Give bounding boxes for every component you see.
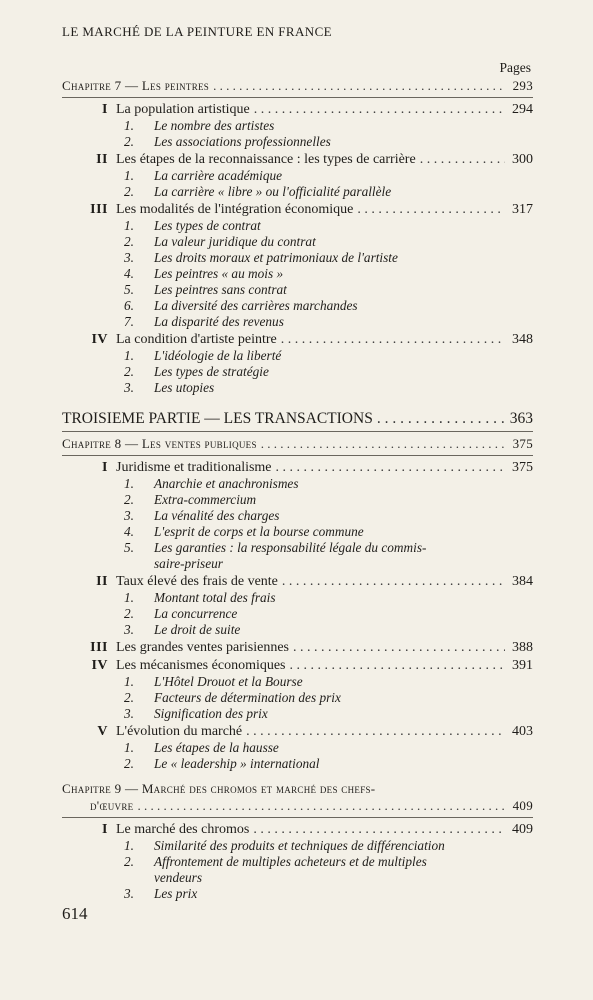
subsection-title: Anarchie et anachronismes (154, 476, 299, 491)
section-numeral: III (90, 640, 108, 655)
section-numeral: I (102, 460, 108, 475)
dot-leader (290, 658, 505, 674)
section-title: Taux élevé des frais de vente (116, 574, 278, 589)
toc-subsection (62, 838, 533, 854)
toc-section (62, 460, 533, 476)
page-number: 293 (512, 78, 533, 93)
subsection-title: L'esprit de corps et la bourse commune (154, 524, 364, 539)
toc-subsection (62, 476, 533, 492)
subsection-number: 1. (124, 218, 134, 233)
toc-subsection (62, 348, 533, 364)
toc-section (62, 574, 533, 590)
subsection-title: Les peintres sans contrat (154, 282, 287, 297)
subsection-title: La carrière « libre » ou l'officialité parallèle (154, 184, 392, 199)
toc-subsection (62, 690, 533, 706)
subsection-number: 3. (124, 250, 134, 265)
subsection-number: 3. (124, 508, 134, 523)
subsection-title: L'idéologie de la liberté (154, 348, 282, 363)
page-number: 388 (512, 640, 533, 655)
subsection-number: 1. (124, 590, 134, 605)
subsection-number: 6. (124, 298, 134, 313)
dot-leader (254, 102, 505, 118)
page-number: 403 (512, 724, 533, 739)
chapter-8-sections (62, 460, 533, 772)
dot-leader (293, 640, 505, 656)
toc-subsection (62, 168, 533, 184)
part-title: TROISIEME PARTIE — LES TRANSACTIONS (62, 410, 373, 427)
dot-leader (357, 202, 505, 218)
subsection-title: Le droit de suite (154, 622, 241, 637)
section-title: Les modalités de l'intégration économique (116, 202, 354, 217)
subsection-title: La carrière académique (154, 168, 283, 183)
page-number: 409 (512, 822, 533, 837)
subsection-number: 2. (124, 606, 134, 621)
page-number: 375 (512, 460, 533, 475)
chapter-title-line-1: Chapitre 9 — Marché des chromos et marché des chefs- (62, 781, 376, 796)
page-number: 300 (512, 152, 533, 167)
dot-leader (420, 152, 505, 168)
section-numeral: I (102, 102, 108, 117)
subsection-number: 2. (124, 756, 134, 771)
page-folio: 614 (62, 904, 88, 923)
subsection-number: 1. (124, 674, 134, 689)
toc-subsection (62, 118, 533, 134)
subsection-title: Les prix (154, 886, 198, 901)
subsection-title: Les peintres « au mois » (154, 266, 284, 281)
subsection-number: 3. (124, 886, 134, 901)
subsection-number: 1. (124, 118, 134, 133)
subsection-title: Signification des prix (154, 706, 268, 721)
chapter-9-heading (62, 780, 533, 814)
subsection-title: Les étapes de la hausse (154, 740, 279, 755)
subsection-title-continued: saire-priseur (154, 556, 223, 571)
toc-subsection (62, 606, 533, 622)
toc-section (62, 332, 533, 348)
subsection-number: 2. (124, 492, 134, 507)
chapter-title-line-2: d'œuvre (90, 798, 134, 813)
chapter-7-sections (62, 102, 533, 396)
toc-subsection (62, 886, 533, 902)
pages-column-label: Pages (499, 60, 531, 75)
subsection-title: Les associations professionnelles (154, 134, 331, 149)
divider (62, 455, 533, 456)
toc-section (62, 152, 533, 168)
subsection-number: 2. (124, 134, 134, 149)
running-head: LE MARCHÉ DE LA PEINTURE EN FRANCE (62, 24, 332, 39)
chapter-7-heading (62, 78, 533, 94)
divider (62, 431, 533, 432)
subsection-number: 4. (124, 266, 134, 281)
page-number: 409 (512, 798, 533, 813)
toc-subsection (62, 184, 533, 200)
toc-subsection (62, 234, 533, 250)
subsection-title: Le « leadership » international (154, 756, 320, 771)
section-numeral: II (96, 152, 108, 167)
toc-subsection (62, 314, 533, 330)
toc-section (62, 724, 533, 740)
page-number: 391 (512, 658, 533, 673)
toc-subsection (62, 266, 533, 282)
page-number: 317 (512, 202, 533, 217)
subsection-title: La diversité des carrières marchandes (154, 298, 358, 313)
subsection-number: 1. (124, 168, 134, 183)
section-title: Juridisme et traditionalisme (116, 460, 272, 475)
chapter-9-sections (62, 822, 533, 902)
toc-section (62, 658, 533, 674)
section-title: Les mécanismes économiques (116, 658, 286, 673)
toc-subsection (62, 298, 533, 314)
toc-subsection (62, 380, 533, 396)
divider (62, 817, 533, 818)
subsection-number: 4. (124, 524, 134, 539)
section-numeral: IV (91, 658, 108, 673)
toc-subsection (62, 492, 533, 508)
toc-subsection (62, 756, 533, 772)
subsection-number: 7. (124, 314, 134, 329)
toc-section (62, 822, 533, 838)
subsection-number: 1. (124, 740, 134, 755)
subsection-title: Les droits moraux et patrimoniaux de l'artiste (154, 250, 398, 265)
subsection-number: 3. (124, 706, 134, 721)
section-numeral: V (97, 724, 108, 739)
subsection-title: Montant total des frais (154, 590, 276, 605)
section-title: Les grandes ventes parisiennes (116, 640, 289, 655)
toc-subsection (62, 590, 533, 606)
section-title: L'évolution du marché (116, 724, 243, 739)
dot-leader (253, 822, 505, 838)
subsection-number: 5. (124, 540, 134, 555)
subsection-title: Les utopies (154, 380, 215, 395)
dot-leader (281, 332, 505, 348)
section-title: Les étapes de la reconnaissance : les types de carrière (116, 152, 416, 167)
subsection-number: 2. (124, 364, 134, 379)
chapter-8-heading (62, 436, 533, 452)
subsection-title: Le nombre des artistes (154, 118, 275, 133)
subsection-title: La disparité des revenus (154, 314, 284, 329)
toc-subsection (62, 854, 533, 886)
chapter-title: Chapitre 7 — Les peintres (62, 78, 210, 93)
subsection-title: Les garanties : la responsabilité légale du commis- (154, 540, 427, 555)
toc-subsection (62, 622, 533, 638)
toc-subsection (62, 540, 533, 572)
table-of-contents (62, 78, 533, 902)
toc-section (62, 640, 533, 656)
subsection-title: Affrontement de multiples acheteurs et de multiples (154, 854, 427, 869)
section-title: La condition d'artiste peintre (116, 332, 277, 347)
subsection-number: 2. (124, 690, 134, 705)
subsection-number: 2. (124, 854, 134, 869)
page-number: 348 (512, 332, 533, 347)
subsection-title: La concurrence (154, 606, 238, 621)
subsection-title: Les types de stratégie (154, 364, 269, 379)
subsection-title: Les types de contrat (154, 218, 261, 233)
page-number: 375 (512, 436, 533, 451)
toc-subsection (62, 674, 533, 690)
subsection-title: La valeur juridique du contrat (154, 234, 316, 249)
dot-leader (282, 574, 505, 590)
subsection-title: L'Hôtel Drouot et la Bourse (154, 674, 303, 689)
page-number: 384 (512, 574, 533, 589)
part-3-heading (62, 410, 533, 428)
subsection-title: Facteurs de détermination des prix (154, 690, 341, 705)
toc-subsection (62, 364, 533, 380)
subsection-number: 2. (124, 184, 134, 199)
toc-subsection (62, 282, 533, 298)
subsection-title: La vénalité des charges (154, 508, 280, 523)
subsection-number: 2. (124, 234, 134, 249)
toc-subsection (62, 134, 533, 150)
toc-subsection (62, 250, 533, 266)
page-number: 294 (512, 102, 533, 117)
toc-subsection (62, 706, 533, 722)
subsection-title: Extra-commercium (154, 492, 257, 507)
section-numeral: I (102, 822, 108, 837)
subsection-number: 5. (124, 282, 134, 297)
toc-subsection (62, 524, 533, 540)
section-numeral: III (90, 202, 108, 217)
section-title: Le marché des chromos (116, 822, 250, 837)
toc-section (62, 202, 533, 218)
subsection-number: 3. (124, 622, 134, 637)
toc-subsection (62, 740, 533, 756)
section-numeral: IV (91, 332, 108, 347)
subsection-title: Similarité des produits et techniques de différenciation (154, 838, 445, 853)
dot-leader (246, 724, 505, 740)
toc-section (62, 102, 533, 118)
subsection-title-continued: vendeurs (154, 870, 202, 885)
page-number: 363 (509, 410, 533, 427)
subsection-number: 3. (124, 380, 134, 395)
subsection-number: 1. (124, 838, 134, 853)
dot-leader (276, 460, 505, 476)
subsection-number: 1. (124, 476, 134, 491)
chapter-title: Chapitre 8 — Les ventes publiques (62, 436, 257, 451)
subsection-number: 1. (124, 348, 134, 363)
section-title: La population artistique (116, 102, 250, 117)
divider (62, 97, 533, 98)
section-numeral: II (96, 574, 108, 589)
toc-subsection (62, 508, 533, 524)
toc-subsection (62, 218, 533, 234)
